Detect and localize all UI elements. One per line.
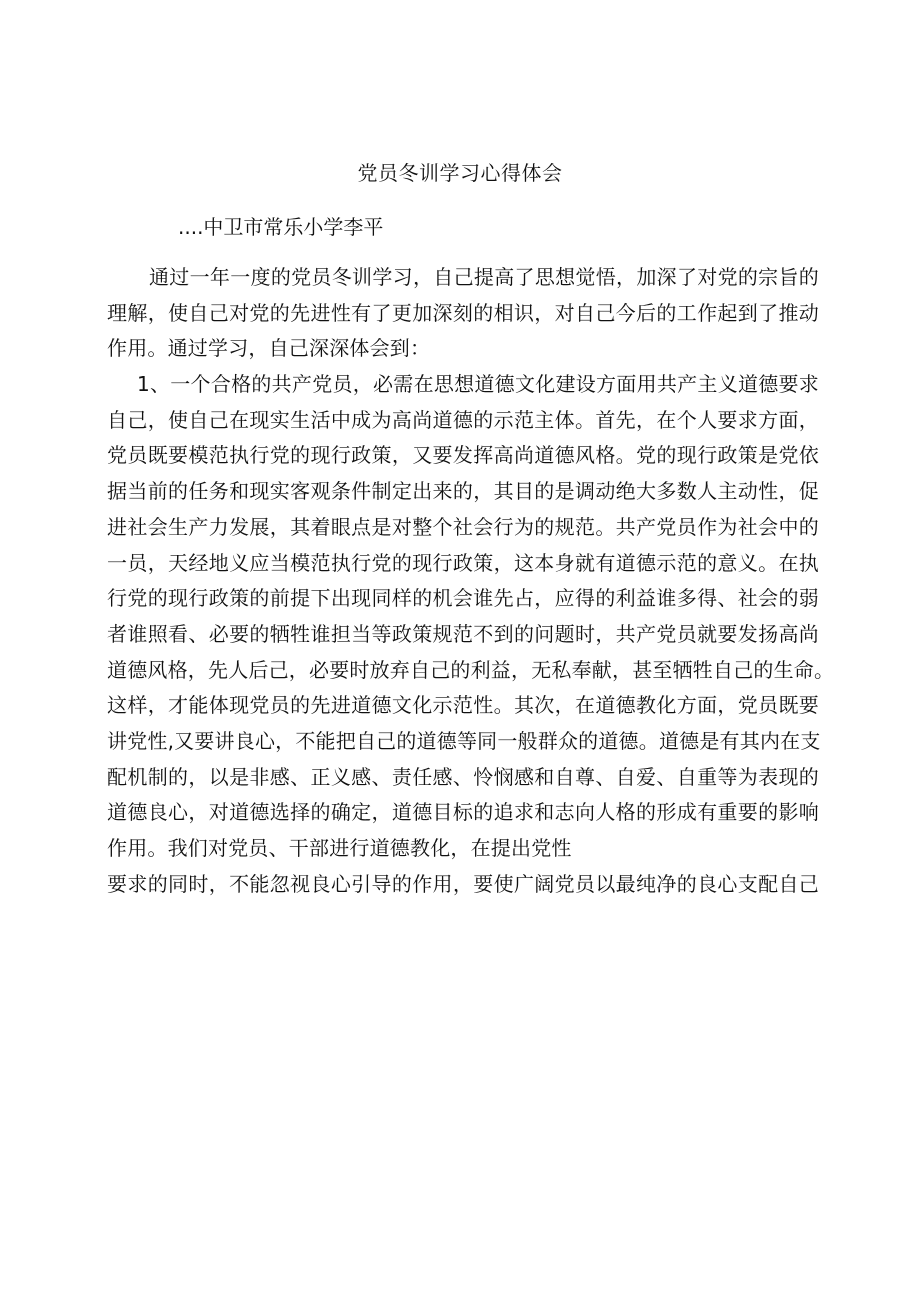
paragraph-line: 者谁照看、必要的牺牲谁担当等政策规范不到的问题时，共产党员就要发扬高尚 <box>107 621 819 646</box>
paragraph-line: 1、一个合格的共产党员，必需在思想道德文化建设方面用共产主义道德要求 <box>137 372 819 397</box>
paragraph-line: 通过一年一度的党员冬训学习，自己提高了思想觉悟，加深了对党的宗旨的 <box>149 265 819 289</box>
paragraph-line: 进社会生产力发展，其着眼点是对整个社会行为的规范。共产党员作为社会中的 <box>107 514 819 539</box>
paragraph-line: 道德风格，先人后己，必要时放弃自己的利益，无私奉献，甚至牺牲自己的生命。 <box>107 657 835 682</box>
paragraph-line: 党员既要模范执行党的现行政策，又要发挥高尚道德风格。党的现行政策是党依 <box>107 443 819 468</box>
document-title: 党员冬训学习心得体会 <box>357 161 563 185</box>
paragraph-line: 理解，使自己对党的先进性有了更加深刻的相识，对自己今后的工作起到了推动 <box>107 300 819 325</box>
paragraph-line: 作用。通过学习，自己深深体会到： <box>107 336 431 361</box>
paragraph-line: 这样，才能体现党员的先进道德文化示范性。其次，在道德教化方面，党员既要 <box>107 693 819 718</box>
paragraph-line: 据当前的任务和现实客观条件制定出来的，其目的是调动绝大多数人主动性，促 <box>107 479 819 504</box>
author-line: ....中卫市常乐小学李平 <box>178 215 384 239</box>
paragraph-line: 配机制的，以是非感、正义感、责任感、怜悯感和自尊、自爱、自重等为表现的 <box>107 764 819 789</box>
paragraph-line: 作用。我们对党员、干部进行道德教化，在提出党性 <box>107 836 572 860</box>
paragraph-line: 道德良心，对道德选择的确定，道德目标的追求和志向人格的形成有重要的影响 <box>107 800 819 825</box>
paragraph-line: 讲党性,又要讲良心，不能把自己的道德等同一般群众的道德。道德是有其内在支 <box>107 728 821 753</box>
paragraph-line: 行党的现行政策的前提下出现同样的机会谁先占，应得的利益谁多得、社会的弱 <box>107 586 819 611</box>
document-body <box>107 260 835 902</box>
paragraph-line: 一员，天经地义应当模范执行党的现行政策，这本身就有道德示范的意义。在执 <box>107 550 819 575</box>
paragraph-line: 要求的同时，不能忽视良心引导的作用，要使广阔党员以最纯净的良心支配自己 <box>107 871 819 896</box>
paragraph-line: 自己，使自己在现实生活中成为高尚道德的示范主体。首先，在个人要求方面， <box>107 407 819 432</box>
